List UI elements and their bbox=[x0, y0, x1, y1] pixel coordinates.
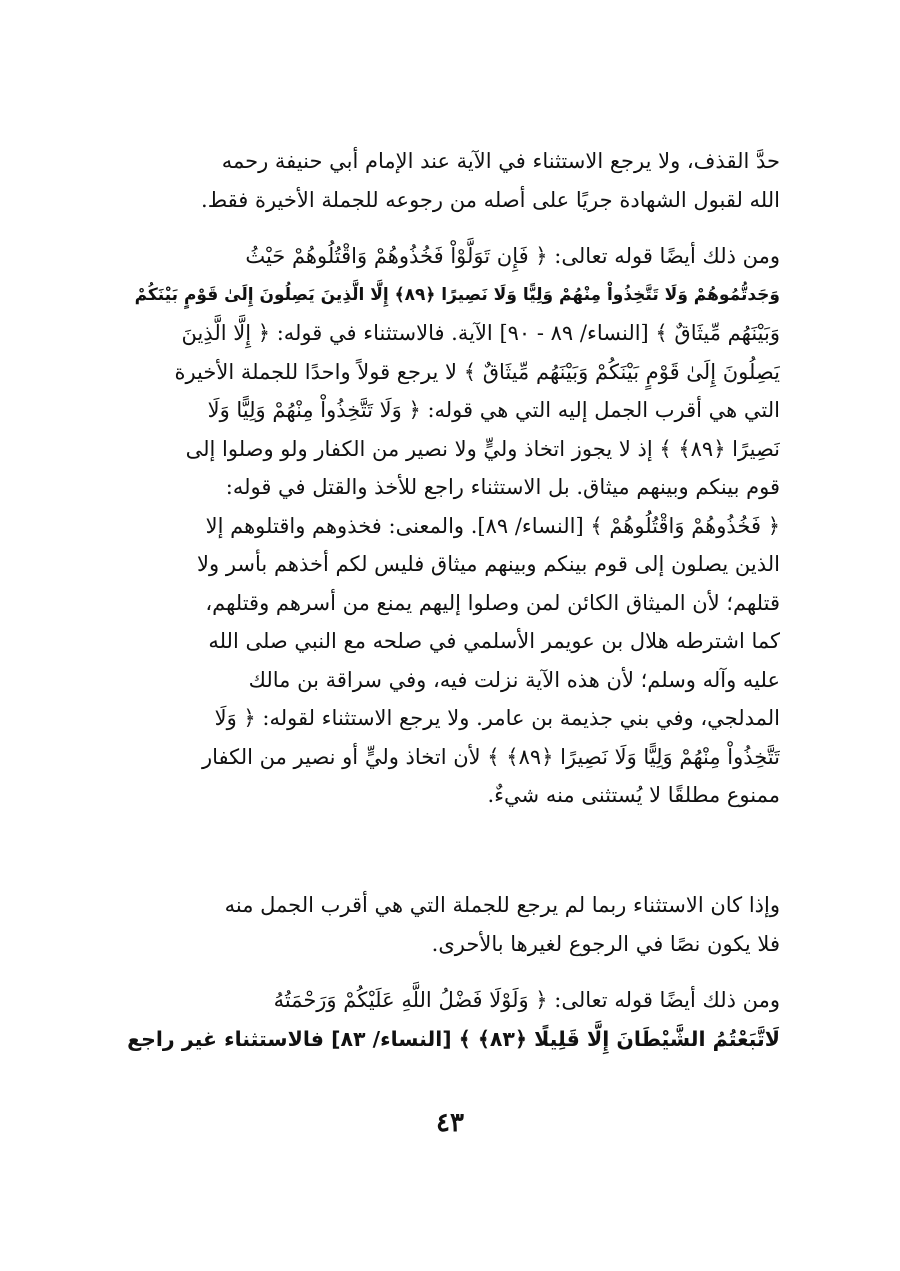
text-line: نَصِيرًا ﴿٨٩﴾ ﴾ إذ لا يجوز اتخاذ وليٍّ ولا نصير من الكفار ولو وصلوا إلى bbox=[185, 436, 780, 461]
text-line: عليه وآله وسلم؛ لأن هذه الآية نزلت فيه، وفي سراقة بن مالك bbox=[248, 667, 780, 692]
paragraph-2 bbox=[120, 237, 780, 815]
text-line: وَبَيْنَهُم مِّيثَاقٌ ﴾ [النساء/ ٨٩ - ٩٠] الآية. فالاستثناء في قوله: ﴿ إِلَّا الَّذِينَ bbox=[181, 321, 780, 345]
text-line: التي هي أقرب الجمل إليه التي هي قوله: ﴿ وَلَا تَتَّخِذُواْ مِنْهُمْ وَلِيًّا وَلَا bbox=[207, 398, 780, 422]
text-line: كما اشترطه هلال بن عويمر الأسلمي في صلحه مع النبي صلى الله bbox=[208, 629, 780, 653]
text-line: ممنوع مطلقًا لا يُستثنى منه شيءٌ. bbox=[487, 783, 780, 807]
text-line: قوم بينكم وبينهم ميثاق. بل الاستثناء راجع للأخذ والقتل في قوله: bbox=[225, 475, 780, 499]
paragraph-4 bbox=[120, 981, 780, 1058]
text-line: تَتَّخِذُواْ مِنْهُمْ وَلِيًّا وَلَا نَصِيرًا ﴿٨٩﴾ ﴾ لأن اتخاذ وليٍّ أو نصير من الكفار bbox=[201, 744, 780, 769]
text-line: الله لقبول الشهادة جريًا على أصله من رجوعه للجملة الأخيرة فقط. bbox=[201, 187, 780, 212]
text-line: الذين يصلون إلى قوم بينكم وبينهم ميثاق فليس لكم أخذهم بأسر ولا bbox=[197, 552, 780, 576]
page-number: ٤٣ bbox=[436, 1108, 464, 1138]
text-line: وإذا كان الاستثناء ربما لم يرجع للجملة التي هي أقرب الجمل منه bbox=[224, 893, 780, 917]
text-line: المدلجي، وفي بني جذيمة بن عامر. ولا يرجع الاستثناء لقوله: ﴿ وَلَا bbox=[214, 706, 780, 730]
text-line: ﴿ فَخُذُوهُمْ وَاقْتُلُوهُمْ ﴾ [النساء/ ٨٩]. والمعنى: فخذوهم واقتلوهم إلا bbox=[205, 513, 780, 538]
paragraph-3 bbox=[120, 886, 780, 963]
text-line: حدَّ القذف، ولا يرجع الاستثناء في الآية عند الإمام أبي حنيفة رحمه bbox=[221, 149, 780, 173]
text-line: ومن ذلك أيضًا قوله تعالى: ﴿ وَلَوْلَا فَضْلُ اللَّهِ عَلَيْكُمْ وَرَحْمَتُهُ bbox=[273, 988, 780, 1012]
text-line: فلا يكون نصًا في الرجوع لغيرها بالأحرى. bbox=[431, 931, 780, 956]
text-line: ومن ذلك أيضًا قوله تعالى: ﴿ فَإِن تَوَلَّوْاْ فَخُذُوهُمْ وَاقْتُلُوهُمْ حَيْثُ bbox=[245, 244, 780, 268]
quran-verse-line: وَجَدتُّمُوهُمْ وَلَا تَتَّخِذُواْ مِنْهُمْ وَلِيًّا وَلَا نَصِيرًا ﴿٨٩﴾ إِلَّا الَّذِينَ يَصِلُونَ إِلَىٰ قَوْمٍ بَيْنَكُمْ bbox=[134, 284, 780, 305]
text-line: يَصِلُونَ إِلَىٰ قَوْمٍ بَيْنَكُمْ وَبَيْنَهُم مِّيثَاقٌ ﴾ لا يرجع قولاً واحدًا للجملة الأخيرة bbox=[174, 359, 780, 384]
paragraph-1 bbox=[120, 142, 780, 219]
text-line: قتلهم؛ لأن الميثاق الكائن لمن وصلوا إليهم يمنع من أسرهم وقتلهم، bbox=[205, 590, 780, 615]
quran-verse-line: لَاتَّبَعْتُمُ الشَّيْطَانَ إِلَّا قَلِيلًا ﴿٨٣﴾ ﴾ [النساء/ ٨٣] فالاستثناء غير راجع bbox=[127, 1026, 780, 1051]
